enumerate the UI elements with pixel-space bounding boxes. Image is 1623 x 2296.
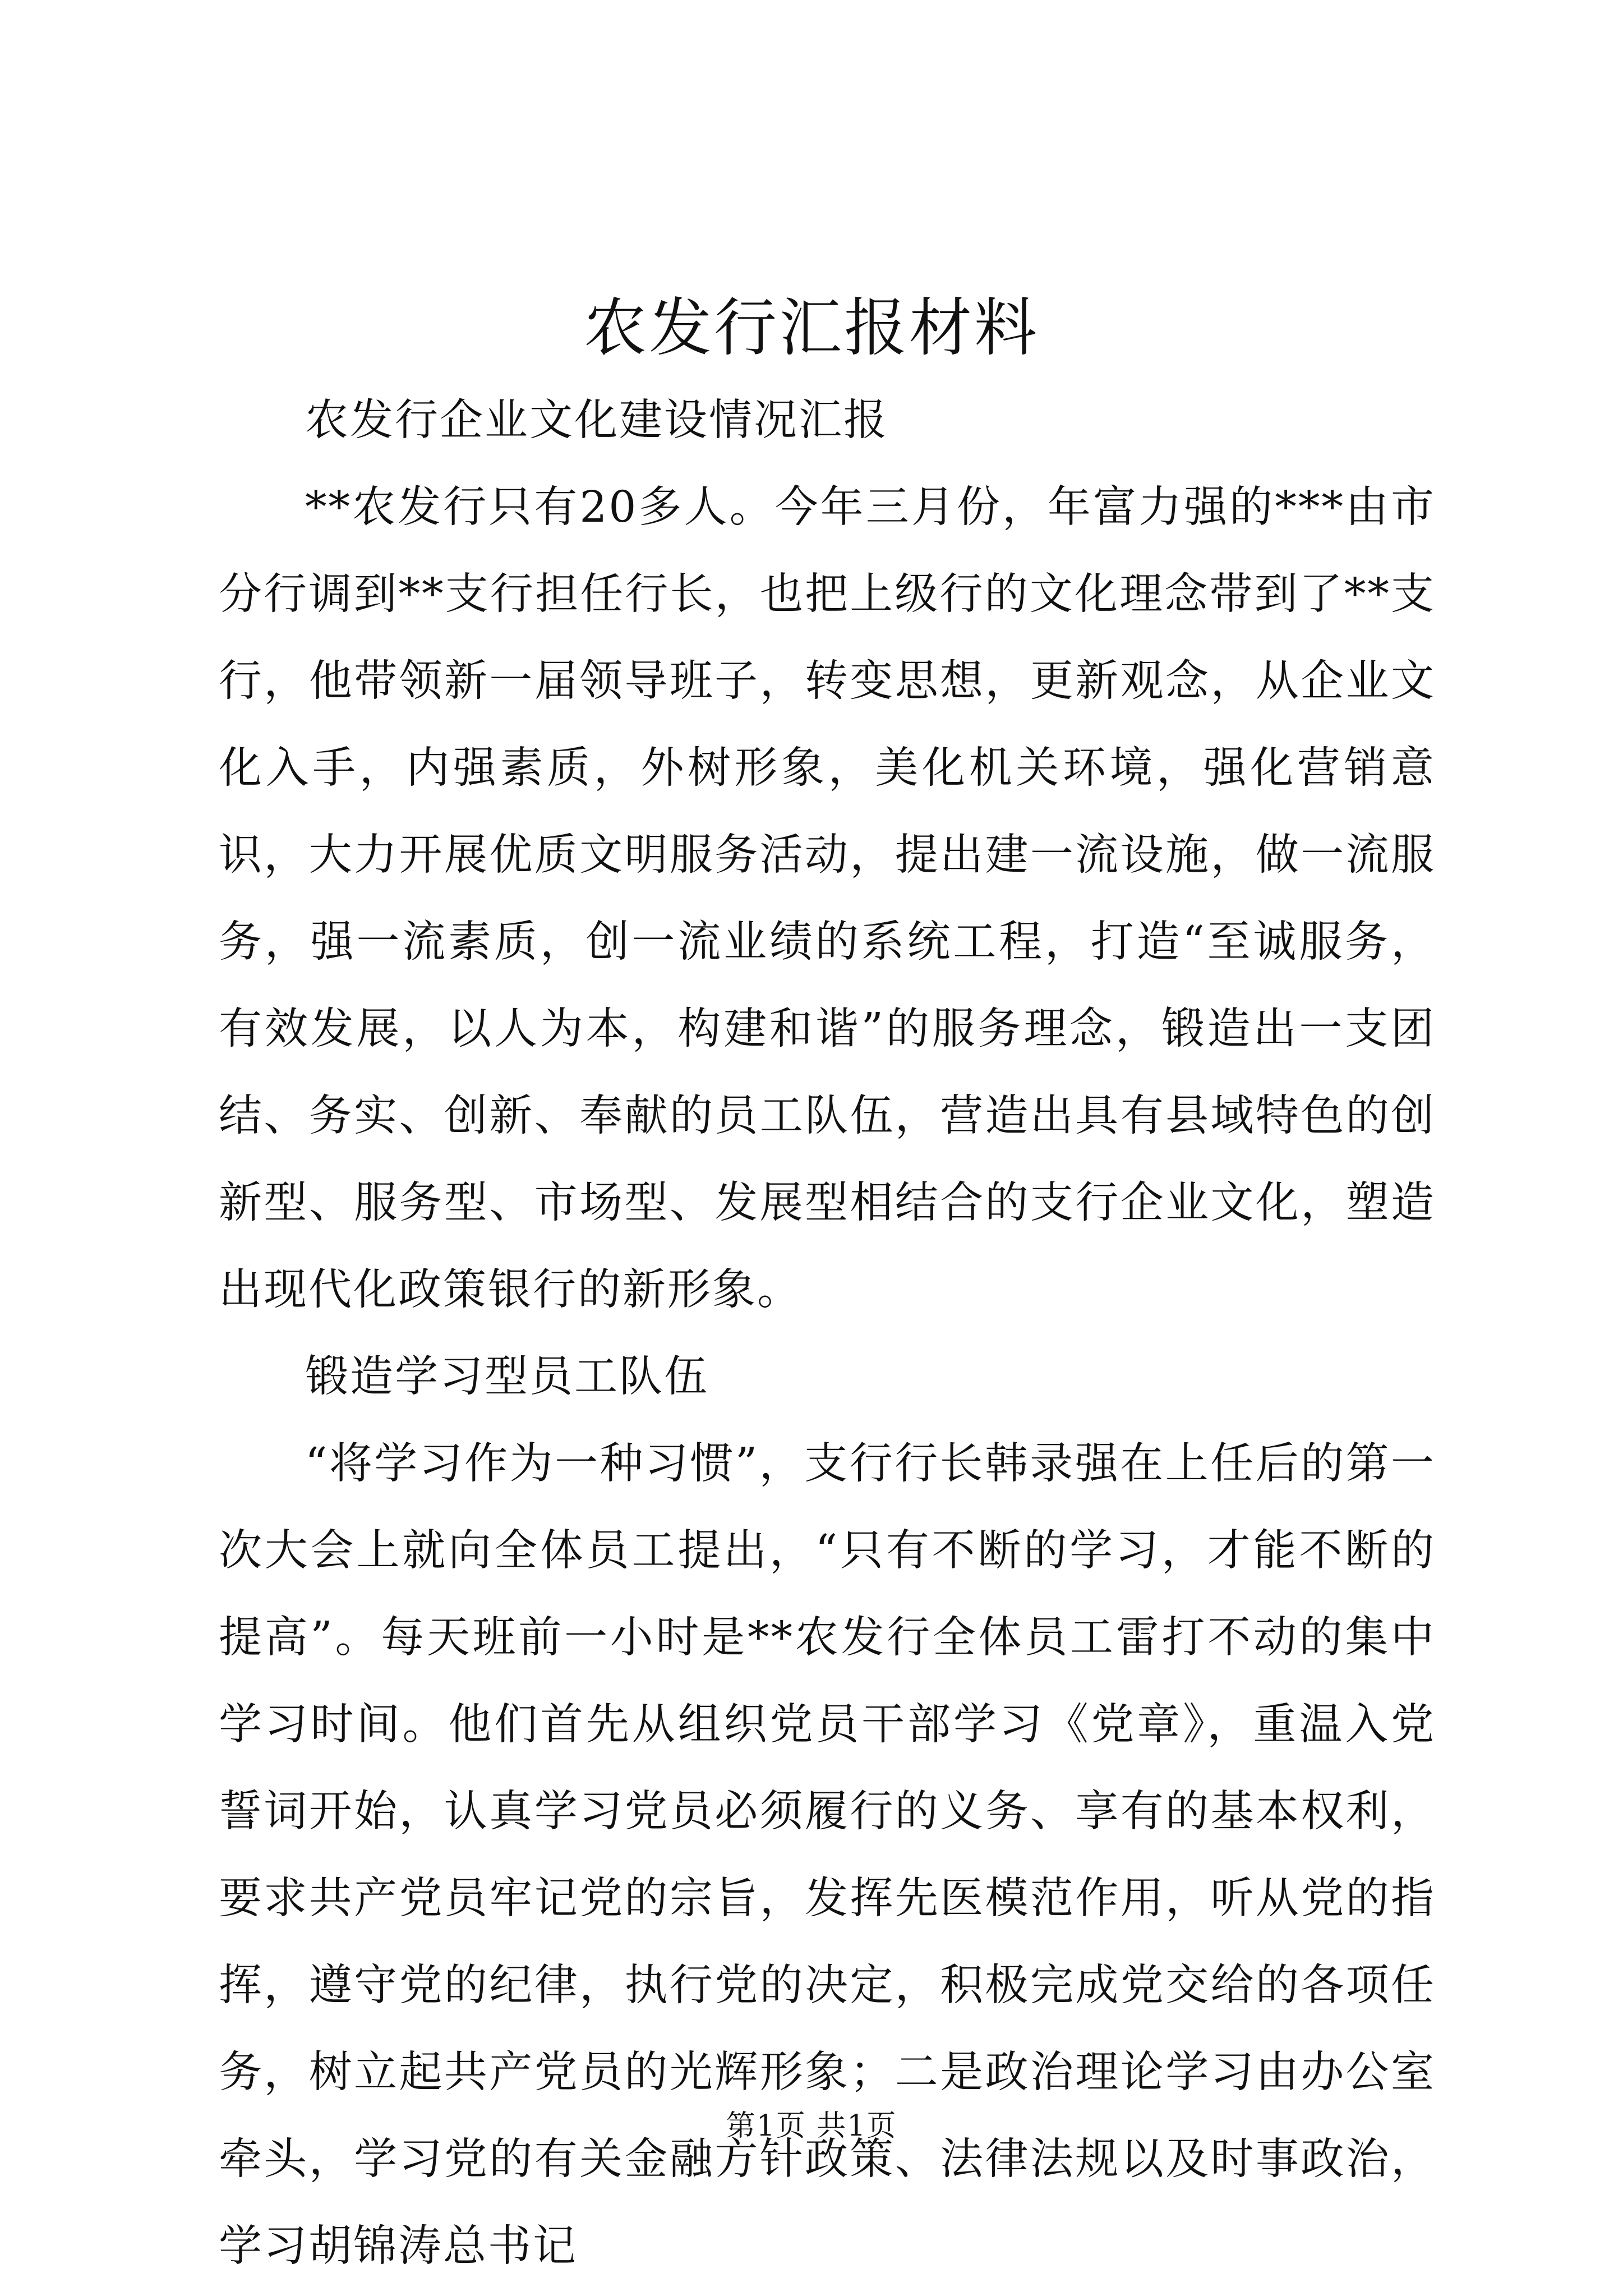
section-heading-learning: 锻造学习型员工队伍 [305,1352,709,1402]
document-title: 农发行汇报材料 [584,292,1039,365]
paragraph-intro: **农发行只有20多人。今年三月份，年富力强的***由市分行调到**支行担任行长，也把上级行的文化理念带到了**支行，他带领新一届领导班子，转变思想，更新观念，从企业文化入手，内强素质，外树形象，美化机关环境，强化营销意识，大力开展优质文明服务活动，提出建一流设施，做一流服务，强一流素质，创一流业绩的系统工程，打造“至诚服务，有效发展，以人为本，构建和谐”的服务理念，锻造出一支团结、务实、创新、奉献的员工队伍，营造出具有县域特色的创新型、服务型、市场型、发展型相结合的支行企业文化，塑造出现代化政策银行的新形象。 [219,482,1436,1315]
page-footer: 第1页 共1页 [726,2109,897,2143]
paragraph-learning: “将学习作为一种习惯”，支行行长韩录强在上任后的第一次大会上就向全体员工提出，“只有不断的学习，才能不断的提高”。每天班前一小时是**农发行全体员工雷打不动的集中学习时间。他们首先从组织党员干部学习《党章》，重温入党誓词开始，认真学习党员必须履行的义务、享有的基本权利，要求共产党员牢记党的宗旨，发挥先医模范作用，听从党的指挥，遵守党的纪律，执行党的决定，积极完成党交给的各项任务，树立起共产党员的光辉形象；二是政治理论学习由办公室牵头，学习党的有关金融方针政策、法律法规以及时事政治，学习胡锦涛总书记 [219,1439,1436,2271]
document-body [219,377,1436,2290]
section-heading-report: 农发行企业文化建设情况汇报 [305,395,888,445]
